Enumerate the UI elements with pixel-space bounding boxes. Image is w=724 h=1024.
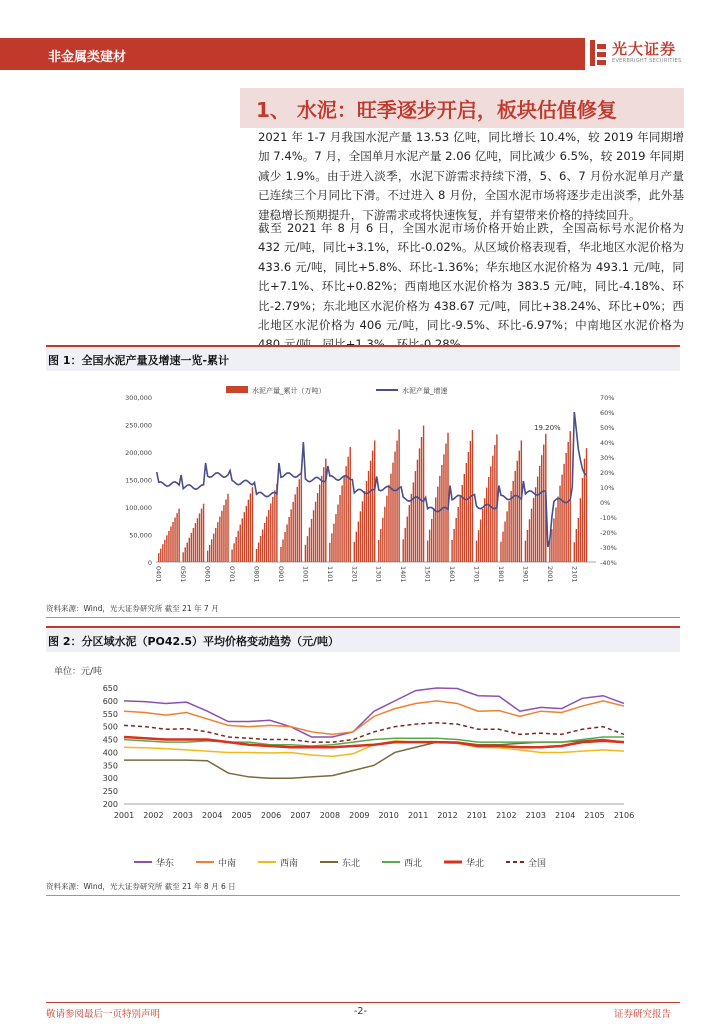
- production-bar: [468, 452, 469, 562]
- production-bar: [429, 530, 430, 562]
- production-bar: [292, 502, 293, 562]
- production-bar: [525, 541, 526, 562]
- x-axis-tick: 1101: [325, 566, 334, 583]
- x-axis-tick: 2105: [584, 811, 605, 820]
- x-axis-tick: 0901: [276, 566, 285, 583]
- left-axis-tick: 250,000: [125, 421, 152, 430]
- legend-bar-swatch: [226, 386, 248, 393]
- x-axis-tick: 2012: [437, 811, 458, 820]
- paragraph-price: 截至 2021 年 8 月 6 日，全国水泥市场价格开始止跌，全国高标号水泥价格为 432 元/吨，同比+3.1%，环比-0.02%。从区域价格表现看，华北地区水泥价格为 433.6 元/吨，同比+5.8%、环比-1.36%；华东地区水泥价格为 493.1 元/吨，同比+7.1%、环比+0.82%；西南地区水泥价格为 383.5 元/吨，同比-4.18%、环比-2.79%；东北地区水泥价格为 438.67 元/吨，同比+38.24%、环比+0%；西北地区水泥价格为 406 元/吨，同比-9.5%、环比-6.97%；中南地区水泥价格为: [258, 221, 684, 333]
- unit-label: 单位：元/吨: [54, 667, 103, 677]
- production-bar: [563, 464, 564, 562]
- right-axis-tick: 70%: [600, 394, 615, 402]
- production-bar: [398, 429, 399, 562]
- production-bar: [315, 502, 316, 562]
- production-bar: [396, 440, 397, 562]
- production-bar: [557, 497, 558, 562]
- production-bar: [368, 471, 369, 562]
- production-bar: [539, 466, 540, 562]
- right-axis-tick: 10%: [600, 484, 615, 492]
- production-bar: [433, 508, 434, 562]
- production-bar: [512, 481, 513, 562]
- production-bar: [347, 457, 348, 562]
- production-bar: [213, 534, 214, 562]
- y-axis-tick: 600: [102, 696, 118, 706]
- production-bar: [480, 519, 481, 562]
- footer-report-type: 证券研究报告: [614, 1009, 672, 1020]
- production-bar: [460, 496, 461, 562]
- legend-label: 西南: [280, 859, 299, 869]
- production-bar: [451, 540, 452, 562]
- price-line-1: [124, 701, 624, 735]
- production-bar: [527, 530, 528, 562]
- production-bar: [510, 491, 511, 562]
- x-axis-tick: 2001: [545, 566, 554, 583]
- x-axis-tick: 1201: [350, 566, 359, 583]
- production-bar: [341, 485, 342, 562]
- production-bar: [470, 441, 471, 562]
- production-bar: [521, 440, 522, 562]
- production-bar: [280, 547, 281, 562]
- production-bar: [258, 542, 259, 562]
- x-axis-tick: 0501: [179, 566, 188, 583]
- production-bar: [445, 444, 446, 562]
- production-bar: [317, 493, 318, 562]
- production-bar: [578, 518, 579, 562]
- x-axis-tick: 0701: [228, 566, 237, 583]
- production-bar: [295, 494, 296, 562]
- legend-bar-label: 水泥产量_累计（万吨）: [252, 387, 326, 395]
- x-axis-tick: 2001: [113, 811, 135, 820]
- production-bar: [264, 523, 265, 562]
- production-bar: [313, 510, 314, 562]
- production-bar: [453, 529, 454, 562]
- x-axis-tick: 1901: [521, 566, 530, 583]
- production-bar: [427, 540, 428, 562]
- y-axis-tick: 300: [102, 774, 118, 784]
- x-axis-tick: 1001: [301, 566, 310, 583]
- production-bar: [185, 547, 186, 562]
- production-bar: [466, 463, 467, 562]
- production-bar: [500, 542, 501, 562]
- production-bar: [437, 487, 438, 562]
- production-bar: [235, 537, 236, 562]
- production-bar: [158, 553, 159, 562]
- x-axis-tick: 0401: [154, 566, 163, 583]
- production-bar: [441, 465, 442, 562]
- production-bar: [455, 518, 456, 562]
- production-bar: [354, 542, 355, 562]
- production-bar: [586, 448, 587, 562]
- production-bar: [356, 532, 357, 562]
- production-bar: [209, 545, 210, 562]
- production-bar: [582, 478, 583, 562]
- production-bar: [407, 517, 408, 562]
- figure1-header: [46, 345, 680, 371]
- production-bar: [211, 539, 212, 562]
- production-bar: [457, 507, 458, 562]
- production-bar: [233, 543, 234, 562]
- production-bar: [225, 499, 226, 562]
- production-bar: [374, 440, 375, 562]
- production-bar: [494, 445, 495, 562]
- x-axis-tick: 1701: [472, 566, 481, 583]
- production-bar: [262, 529, 263, 562]
- production-bar: [543, 445, 544, 562]
- production-bar: [415, 471, 416, 562]
- figure2-caption: 图 2：分区域水泥（PO42.5）平均价格变动趋势（元/吨）: [48, 635, 340, 648]
- production-bar: [515, 471, 516, 562]
- section-title: 1、 水泥：旺季逐步开启，板块估值修复: [256, 98, 617, 122]
- x-axis-tick: 2004: [202, 811, 223, 820]
- production-bar: [321, 476, 322, 562]
- production-bar: [207, 551, 208, 562]
- production-bar: [297, 487, 298, 562]
- production-bar: [551, 529, 552, 562]
- production-bar: [435, 497, 436, 562]
- production-bar: [290, 509, 291, 562]
- production-bar: [174, 518, 175, 562]
- brand-logo: [588, 36, 698, 70]
- production-bar: [246, 506, 247, 562]
- footer-disclaimer: 敬请参阅最后一页特别声明: [46, 1009, 161, 1020]
- x-axis-tick: 2010: [378, 811, 399, 820]
- right-axis-tick: -30%: [600, 544, 617, 552]
- right-axis-tick: 50%: [600, 424, 615, 432]
- production-bar: [193, 528, 194, 562]
- production-bar: [517, 461, 518, 562]
- right-axis-tick: -40%: [600, 559, 617, 567]
- section-label: 非金属类建材: [48, 50, 127, 65]
- left-axis-tick: 100,000: [125, 504, 152, 512]
- production-bar: [378, 540, 379, 562]
- x-axis-tick: 2101: [466, 811, 488, 820]
- production-bar: [464, 474, 465, 562]
- production-bar: [519, 451, 520, 562]
- x-axis-tick: 2005: [231, 811, 252, 820]
- growth-annotation: 19.20%: [534, 424, 561, 432]
- production-bar: [345, 466, 346, 562]
- production-bar: [565, 453, 566, 562]
- production-bar: [417, 460, 418, 562]
- production-bar: [288, 517, 289, 562]
- production-bar: [331, 533, 332, 562]
- y-axis-tick: 350: [102, 761, 118, 771]
- production-bar: [307, 536, 308, 562]
- production-bar: [502, 532, 503, 562]
- production-bar: [561, 475, 562, 562]
- legend-label: 东北: [342, 859, 361, 869]
- production-bar: [358, 521, 359, 562]
- x-axis-tick: 2007: [290, 811, 311, 820]
- production-bar: [260, 536, 261, 562]
- production-bar: [252, 487, 253, 562]
- legend-line-label: 水泥产量_增速: [402, 387, 448, 395]
- production-bar: [411, 494, 412, 562]
- production-bar: [256, 549, 257, 562]
- legend-label: 全国: [528, 859, 547, 869]
- production-bar: [574, 542, 575, 562]
- production-bar: [201, 509, 202, 562]
- production-bar: [309, 528, 310, 562]
- production-bar: [217, 522, 218, 562]
- production-bar: [223, 505, 224, 562]
- production-bar: [305, 545, 306, 562]
- left-axis-tick: 300,000: [125, 394, 152, 402]
- production-bar: [299, 479, 300, 562]
- figure1-caption: 图 1：全国水泥产量及增速一览-累计: [48, 354, 230, 367]
- production-bar: [231, 550, 232, 562]
- production-bar: [301, 472, 302, 562]
- production-bar: [270, 503, 271, 562]
- production-bar: [195, 523, 196, 562]
- production-bar: [272, 497, 273, 562]
- production-bar: [541, 455, 542, 562]
- production-bar: [488, 477, 489, 562]
- production-bar: [553, 518, 554, 562]
- production-bar: [486, 488, 487, 562]
- production-bar: [219, 517, 220, 562]
- production-bar: [580, 498, 581, 562]
- figure2-chart: [46, 652, 680, 880]
- right-axis-tick: 40%: [600, 439, 615, 447]
- production-bar: [250, 493, 251, 562]
- x-axis-tick: 2002: [143, 811, 164, 820]
- y-axis-tick: 200: [102, 800, 118, 809]
- production-bar: [490, 466, 491, 562]
- production-bar: [394, 452, 395, 562]
- right-axis-tick: 0%: [600, 499, 611, 507]
- production-bar: [162, 544, 163, 562]
- x-axis-tick: 2006: [260, 811, 282, 820]
- right-axis-tick: 30%: [600, 454, 615, 462]
- x-axis-tick: 2104: [554, 811, 576, 820]
- left-axis-tick: 200,000: [125, 449, 152, 457]
- figure1-chart: [46, 372, 680, 604]
- production-bar: [227, 494, 228, 562]
- x-axis-tick: 2103: [525, 811, 546, 820]
- x-axis-tick: 2011: [407, 811, 429, 820]
- production-bar: [508, 501, 509, 562]
- production-bar: [182, 552, 183, 562]
- production-bar: [337, 505, 338, 562]
- production-bar: [248, 500, 249, 562]
- production-bar: [176, 513, 177, 562]
- production-bar: [170, 526, 171, 562]
- x-axis-tick: 1501: [423, 566, 432, 583]
- production-bar: [284, 532, 285, 562]
- production-bar: [388, 485, 389, 562]
- production-bar: [362, 501, 363, 562]
- x-axis-tick: 2009: [349, 811, 370, 820]
- production-bar: [419, 448, 420, 562]
- production-bar: [242, 518, 243, 562]
- x-axis-tick: 1601: [448, 566, 457, 583]
- production-bar: [221, 511, 222, 562]
- y-axis-tick: 500: [102, 722, 118, 732]
- production-bar: [164, 540, 165, 562]
- production-bar: [166, 535, 167, 562]
- production-bar: [360, 511, 361, 562]
- production-bar: [244, 512, 245, 562]
- production-bar: [178, 509, 179, 562]
- production-bar: [335, 514, 336, 562]
- y-axis-tick: 450: [102, 735, 118, 745]
- x-axis-tick: 2003: [172, 811, 194, 820]
- production-bar: [168, 531, 169, 562]
- right-axis-tick: -20%: [600, 529, 617, 537]
- production-bar: [199, 513, 200, 562]
- figure2-source: 资料来源：Wind，光大证券研究所 截至 21 年 8 月 6 日: [46, 881, 680, 896]
- x-axis-tick: 1401: [399, 566, 408, 583]
- production-bar: [240, 525, 241, 562]
- legend-label: 华东: [156, 859, 175, 869]
- production-bar: [484, 498, 485, 562]
- logo-mark-icon: [588, 38, 608, 68]
- production-bar: [384, 507, 385, 562]
- production-bar: [386, 496, 387, 562]
- production-bar: [350, 447, 351, 562]
- production-bar: [319, 484, 320, 562]
- x-axis-tick: 2008: [319, 811, 341, 820]
- production-bar: [203, 504, 204, 562]
- production-bar: [380, 529, 381, 562]
- production-bar: [555, 507, 556, 562]
- y-axis-tick: 400: [102, 748, 118, 758]
- production-bar: [333, 524, 334, 562]
- production-bar: [160, 549, 161, 562]
- footer-divider: [46, 1002, 680, 1003]
- paragraph-production: 2021 年 1-7 月我国水泥产量 13.53 亿吨，同比增长 10.4%，较 2019 年同期增加 7.4%。7 月，全国单月水泥产量 2.06 亿吨，同比减少 6.5%，较 2019 年同期减少 1.9%。由于进入淡季，水泥下游需求持续下滑，5、6、7 月份水泥单月产量已连续三个月同比下滑。不过进入 8 月份，全国水泥市场将逐步走出淡季，此外基建稳增长预期提升，下游需求或将快速恢复，并有望带来价格的持续回升。: [258, 130, 684, 222]
- legend-label: 华北: [466, 859, 485, 869]
- production-bar: [506, 511, 507, 562]
- production-bar: [409, 505, 410, 562]
- x-axis-tick: 1301: [374, 566, 383, 583]
- section-title-box: [240, 88, 684, 128]
- x-axis-tick: 2102: [496, 811, 517, 820]
- x-axis-tick: 1801: [496, 566, 505, 583]
- price-line-2: [124, 741, 624, 756]
- price-line-0: [124, 688, 624, 737]
- figure1-source: 资料来源：Wind，光大证券研究所 截至 21 年 7 月: [46, 603, 680, 618]
- logo-name: 光大证券: [612, 40, 677, 58]
- production-bar: [382, 518, 383, 562]
- production-bar: [189, 538, 190, 562]
- logo-subtitle: EVERBRIGHT SECURITIES: [612, 58, 682, 64]
- left-axis-tick: 150,000: [125, 476, 152, 485]
- production-bar: [423, 426, 424, 562]
- production-bar: [237, 531, 238, 562]
- production-bar: [268, 510, 269, 562]
- production-bar: [339, 495, 340, 562]
- production-bar: [405, 528, 406, 562]
- figure2-header: [46, 626, 680, 652]
- page-number: -2-: [354, 1006, 367, 1017]
- x-axis-tick: 2101: [570, 566, 579, 583]
- production-bar: [402, 539, 403, 562]
- production-bar: [529, 519, 530, 562]
- x-axis-tick: 2106: [613, 811, 635, 820]
- production-bar: [172, 522, 173, 562]
- production-bar: [372, 451, 373, 562]
- production-bar: [531, 509, 532, 562]
- production-bar: [370, 461, 371, 562]
- production-bar: [197, 518, 198, 562]
- production-bar: [274, 490, 275, 562]
- production-bar: [266, 516, 267, 562]
- y-axis-tick: 650: [102, 684, 118, 693]
- legend-label: 中南: [218, 859, 237, 869]
- y-axis-tick: 550: [102, 709, 118, 719]
- production-bar: [191, 533, 192, 562]
- production-bar: [559, 486, 560, 562]
- y-axis-tick: 250: [102, 787, 118, 797]
- production-bar: [439, 476, 440, 562]
- production-bar: [286, 524, 287, 562]
- right-axis-tick: 20%: [600, 469, 615, 477]
- production-bar: [431, 519, 432, 562]
- production-bar: [392, 463, 393, 562]
- left-axis-tick: 50,000: [129, 531, 152, 540]
- production-bar: [537, 477, 538, 562]
- left-axis-tick: 0: [147, 559, 152, 567]
- production-bar: [478, 530, 479, 562]
- legend-label: 西北: [404, 859, 423, 869]
- production-bar: [343, 476, 344, 562]
- production-bar: [535, 487, 536, 562]
- production-bar: [413, 482, 414, 562]
- production-bar: [476, 541, 477, 562]
- x-axis-tick: 0801: [252, 566, 261, 583]
- production-bar: [282, 539, 283, 562]
- production-bar: [215, 528, 216, 562]
- production-bar: [311, 519, 312, 562]
- production-bar: [276, 484, 277, 562]
- x-axis-tick: 0601: [203, 566, 212, 583]
- right-axis-tick: 60%: [600, 409, 615, 417]
- production-bar: [504, 521, 505, 562]
- production-bar: [482, 509, 483, 562]
- production-bar: [576, 529, 577, 562]
- production-bar: [187, 543, 188, 562]
- right-axis-tick: -10%: [600, 514, 617, 522]
- production-bar: [533, 498, 534, 562]
- production-bar: [364, 491, 365, 562]
- production-bar: [329, 543, 330, 562]
